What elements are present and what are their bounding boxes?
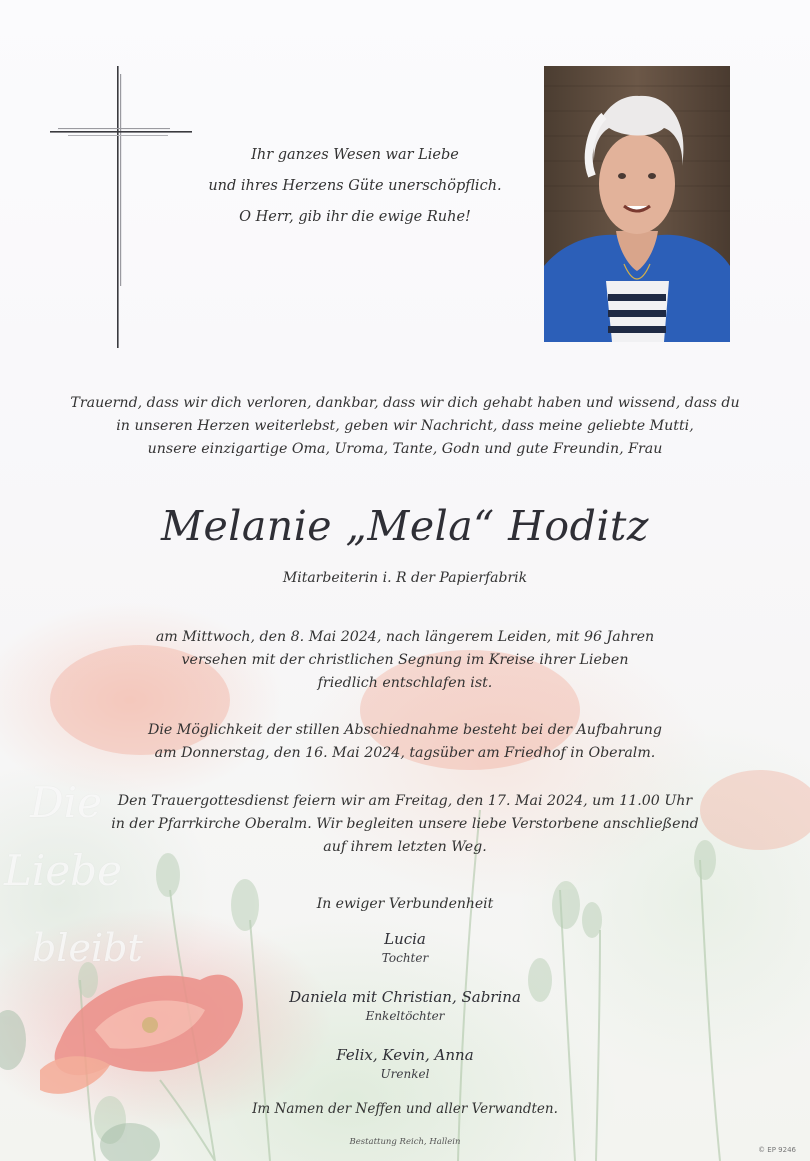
verse-line: Ihr ganzes Wesen war Liebe	[251, 147, 459, 163]
signoff-text: In ewiger Verbundenheit	[316, 896, 494, 912]
passing-line: am Mittwoch, den 8. Mai 2024, nach längerem Leiden, mit 96 Jahren	[155, 629, 655, 645]
service-line: in der Pfarrkirche Oberalm. Wir begleiten unsere liebe Verstorbene anschließend	[111, 816, 699, 832]
watermark-word-bleibt: bleibt	[32, 926, 143, 970]
cross-icon	[50, 66, 192, 348]
verse-line: O Herr, gib ihr die ewige Ruhe!	[239, 209, 471, 225]
memorial-verse	[200, 140, 510, 233]
undertaker-credit: Bestattung Reich, Hallein	[349, 1137, 461, 1147]
mourner-relation: Urenkel	[380, 1067, 430, 1081]
intro-line: Trauernd, dass wir dich verloren, dankbar, dass wir dich gehabt haben und wissend, dass du	[70, 395, 740, 411]
deceased-name: Melanie „Mela“ Hoditz	[160, 502, 650, 550]
family-closing: Im Namen der Neffen und aller Verwandten.	[252, 1101, 558, 1117]
passing-notice	[40, 626, 770, 695]
service-line: auf ihrem letzten Weg.	[323, 839, 487, 855]
passing-line: friedlich entschlafen ist.	[317, 675, 493, 691]
viewing-line: am Donnerstag, den 16. Mai 2024, tagsüber am Friedhof in Oberalm.	[154, 745, 656, 761]
viewing-line: Die Möglichkeit der stillen Abschiednahme besteht bei der Aufbahrung	[147, 722, 663, 738]
mourner-entry	[40, 1044, 770, 1082]
mourner-entry	[40, 928, 770, 966]
portrait-illustration	[544, 66, 730, 342]
mourner-relation: Enkeltöchter	[365, 1009, 445, 1023]
service-line: Den Trauergottesdienst feiern wir am Freitag, den 17. Mai 2024, um 11.00 Uhr	[117, 793, 693, 809]
watermark-word-die: Die	[30, 778, 102, 827]
print-code: © EP 9246	[758, 1146, 796, 1154]
funeral-service-notice	[40, 790, 770, 859]
intro-line: unsere einzigartige Oma, Uroma, Tante, Godn und gute Freundin, Frau	[147, 441, 663, 457]
verse-line: und ihres Herzens Güte unerschöpflich.	[208, 178, 502, 194]
deceased-occupation: Mitarbeiterin i. R der Papierfabrik	[282, 570, 528, 586]
mourner-names: Daniela mit Christian, Sabrina	[289, 988, 521, 1006]
watermark-word-liebe: Liebe	[4, 846, 122, 895]
passing-line: versehen mit der christlichen Segnung im Kreise ihrer Lieben	[181, 652, 629, 668]
mourner-relation: Tochter	[381, 951, 429, 965]
mourner-names: Felix, Kevin, Anna	[336, 1046, 474, 1064]
viewing-notice	[40, 719, 770, 765]
mourner-entry	[40, 986, 770, 1024]
intro-line: in unseren Herzen weiterlebst, geben wir Nachricht, dass meine geliebte Mutti,	[116, 418, 694, 434]
mourner-names: Lucia	[384, 930, 426, 948]
announcement-intro	[40, 392, 770, 461]
portrait-photo	[544, 66, 730, 342]
